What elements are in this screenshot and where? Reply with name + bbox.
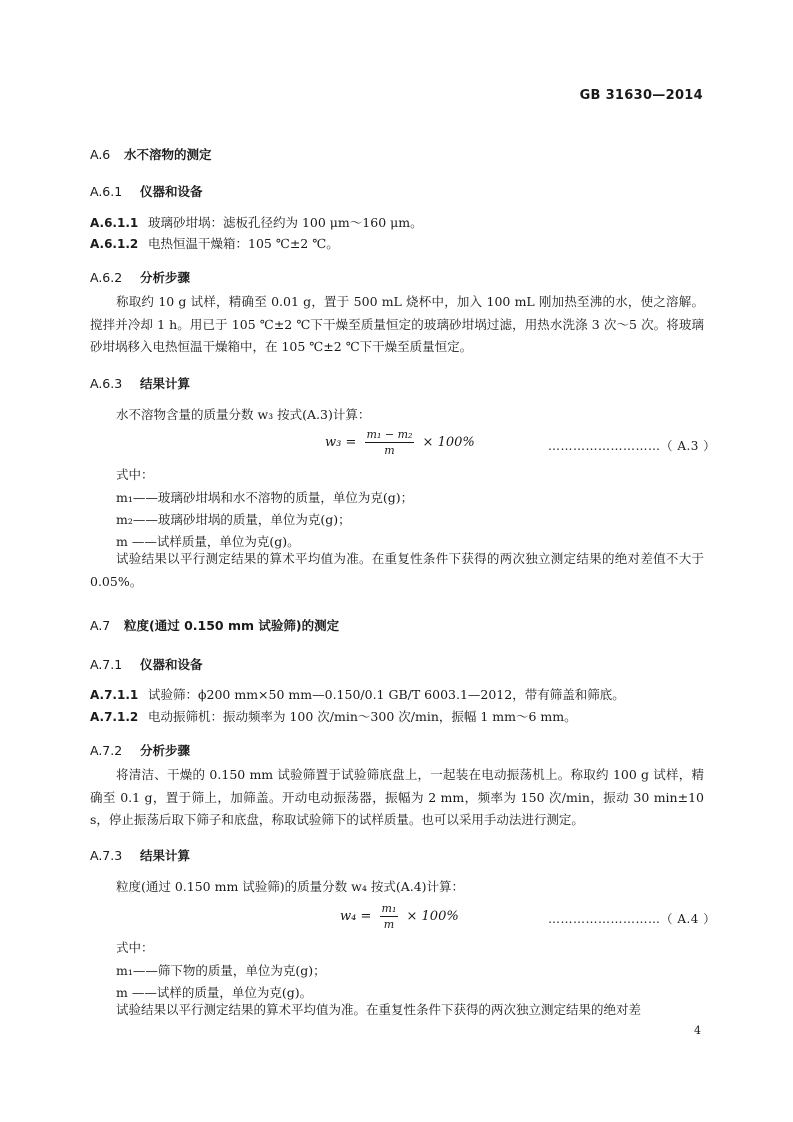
subsection-title: 分析步骤 bbox=[140, 270, 191, 285]
formula-fraction bbox=[365, 428, 415, 457]
item-number: A.7.1.2 bbox=[90, 710, 139, 724]
subsection-number: A.7.2 bbox=[90, 743, 123, 758]
subsection-a6-1-heading bbox=[90, 182, 203, 200]
item-number: A.6.1.1 bbox=[90, 216, 139, 230]
formula-a3 bbox=[325, 428, 475, 457]
formula-fraction bbox=[380, 902, 399, 931]
section-title: 水不溶物的测定 bbox=[124, 147, 212, 162]
page-number: 4 bbox=[694, 1024, 701, 1037]
subsection-title: 分析步骤 bbox=[140, 743, 191, 758]
formula-numerator: m₁ bbox=[381, 902, 397, 915]
item-a7-1-2 bbox=[90, 707, 577, 725]
section-title: 粒度(通过 0.150 mm 试验筛)的测定 bbox=[124, 618, 340, 633]
formula-numerator: m₁ − m₂ bbox=[366, 428, 413, 441]
subsection-number: A.6.1 bbox=[90, 184, 123, 199]
formula-lhs: w₃ = bbox=[325, 435, 357, 450]
procedure-paragraph-a7: 将清洁、干燥的 0.150 mm 试验筛置于试验筛底盘上，一起装在电动振荡机上。称取约 100 g 试样，精确至 0.1 g，置于筛上，加筛盖。开动电动振荡器，振幅为 2 mm，频率为 150 次/min，振动 30 min±10 s，停止振荡后取下筛子和底盘，称取试验筛下的试样质量。也可以采用手动法进行测定。 bbox=[90, 767, 704, 827]
item-text: 玻璃砂坩埚：滤板孔径约为 100 μm～160 μm。 bbox=[148, 215, 423, 230]
standard-code: GB 31630—2014 bbox=[579, 88, 703, 103]
variable-def: m ——试样的质量，单位为克(g)。 bbox=[116, 985, 313, 1000]
item-number: A.7.1.1 bbox=[90, 688, 139, 702]
formula-rhs: × 100% bbox=[422, 435, 475, 450]
subsection-a7-2-heading bbox=[90, 741, 190, 759]
item-a7-1-1 bbox=[90, 685, 625, 703]
subsection-a7-1-heading bbox=[90, 655, 203, 673]
formula-denominator: m bbox=[384, 444, 395, 457]
subsection-number: A.6.2 bbox=[90, 270, 123, 285]
subsection-number: A.7.1 bbox=[90, 657, 123, 672]
section-number: A.7 bbox=[90, 618, 111, 633]
variable-def: m ——试样质量，单位为克(g)。 bbox=[116, 534, 300, 549]
where-label-a6: 式中： bbox=[116, 467, 154, 482]
variable-def: m₂——玻璃砂坩埚的质量，单位为克(g)； bbox=[116, 512, 351, 527]
subsection-title: 结果计算 bbox=[140, 376, 191, 391]
variable-def: m₁——筛下物的质量，单位为克(g)； bbox=[116, 963, 326, 978]
variable-def: m₁——玻璃砂坩埚和水不溶物的质量，单位为克(g)； bbox=[116, 490, 414, 505]
result-paragraph-a7: 试验结果以平行测定结果的算术平均值为准。在重复性条件下获得的两次独立测定结果的绝对差 bbox=[116, 1002, 642, 1017]
item-text: 电动振筛机：振动频率为 100 次/min～300 次/min，振幅 1 mm～6 mm。 bbox=[148, 709, 577, 724]
item-number: A.6.1.2 bbox=[90, 237, 139, 251]
item-a6-1-1 bbox=[90, 213, 423, 231]
calc-intro-a7: 粒度(通过 0.150 mm 试验筛)的质量分数 w₄ 按式(A.4)计算： bbox=[116, 879, 465, 894]
formula-denominator: m bbox=[383, 918, 395, 931]
equation-number-a3: ………………………（ A.3 ） bbox=[548, 439, 716, 453]
section-a6-heading bbox=[90, 145, 212, 163]
item-text: 电热恒温干燥箱：105 ℃±2 ℃。 bbox=[148, 236, 339, 251]
subsection-a6-2-heading bbox=[90, 268, 190, 286]
procedure-paragraph-a6: 称取约 10 g 试样，精确至 0.01 g，置于 500 mL 烧杯中，加入 100 mL 刚加热至沸的水，使之溶解。搅拌并冷却 1 h。用已于 105 ℃±2 ℃下干燥至质量恒定的玻璃砂坩埚过滤，用热水洗涤 3 次～5 次。将玻璃砂坩埚移入电热恒温干燥箱中，在 105 ℃±2 ℃下干燥至质量恒定。 bbox=[90, 294, 704, 354]
formula-rhs: × 100% bbox=[406, 909, 459, 924]
subsection-title: 结果计算 bbox=[140, 848, 191, 863]
subsection-number: A.7.3 bbox=[90, 848, 123, 863]
subsection-title: 仪器和设备 bbox=[140, 184, 203, 199]
subsection-title: 仪器和设备 bbox=[140, 657, 203, 672]
subsection-a7-3-heading bbox=[90, 846, 190, 864]
formula-lhs: w₄ = bbox=[340, 909, 372, 924]
result-paragraph-a6: 试验结果以平行测定结果的算术平均值为准。在重复性条件下获得的两次独立测定结果的绝对差值不大于 0.05%。 bbox=[90, 551, 704, 589]
item-text: 试验筛：ϕ200 mm×50 mm—0.150/0.1 GB/T 6003.1—2012，带有筛盖和筛底。 bbox=[148, 687, 625, 702]
formula-a4 bbox=[340, 902, 459, 931]
section-number: A.6 bbox=[90, 147, 111, 162]
equation-number-a4: ………………………（ A.4 ） bbox=[548, 912, 716, 926]
subsection-number: A.6.3 bbox=[90, 376, 123, 391]
section-a7-heading bbox=[90, 616, 339, 634]
calc-intro-a6: 水不溶物含量的质量分数 w₃ 按式(A.3)计算： bbox=[116, 407, 371, 422]
subsection-a6-3-heading bbox=[90, 374, 190, 392]
where-label-a7: 式中： bbox=[116, 940, 154, 955]
item-a6-1-2 bbox=[90, 234, 339, 252]
